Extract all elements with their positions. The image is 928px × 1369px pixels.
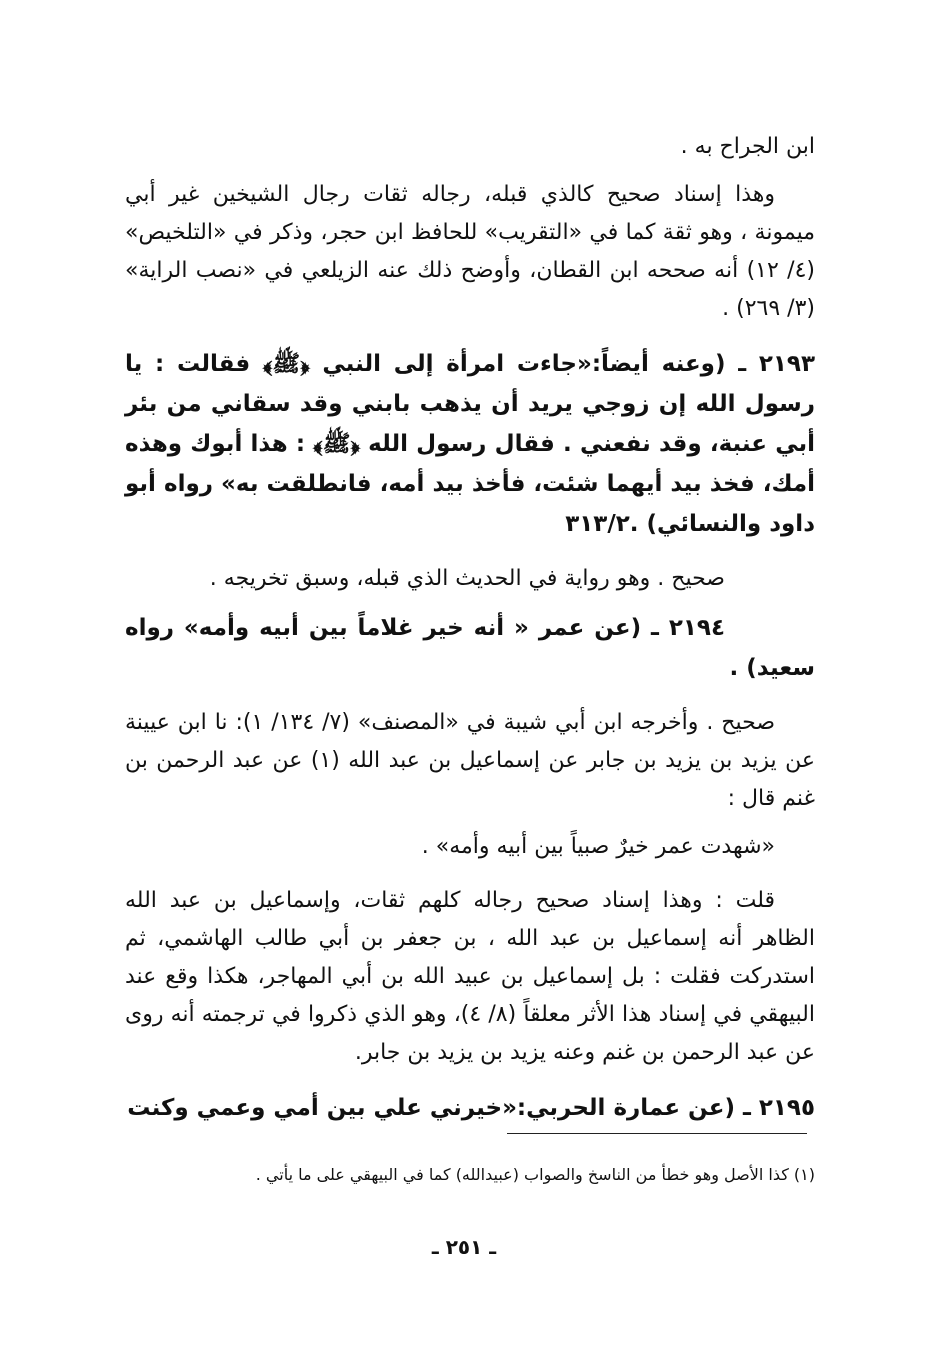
paragraph-author-note: قلت : وهذا إسناد صحيح رجاله كلهم ثقات، وإسماعيل بن عبد الله الظاهر أنه إسماعيل بن عبد الله ، بن جعفر بن أبي طالب الهاشمي، ثم استدركت فقلت : بل إسماعيل بن عبيد الله بن أبي المهاجر، هكذا وقع عند البيهقي في إسناد هذا الأثر معلقاً (٨/ ٤)، وهو الذي ذكروا في ترجمته أنه روى عن عبد الرحمن بن غنم وعنه يزيد بن يزيد بن جابر.	[125, 888, 815, 1065]
paragraph-continuation: ابن الجراح به .	[680, 134, 815, 159]
hadith-2194: ٢١٩٤ ـ (عن عمر « أنه خير غلاماً بين أبيه وأمه» رواه سعيد) .	[125, 615, 815, 681]
page-number: ـ ٢٥١ ـ	[431, 1235, 497, 1259]
paragraph-grading-2193: صحيح . وهو رواية في الحديث الذي قبله، وسبق تخريجه .	[209, 566, 725, 591]
paragraph-quote: «شهدت عمر خيرٌ صبياً بين أبيه وأمه» .	[421, 834, 775, 859]
page-body	[125, 128, 815, 1128]
hadith-2193: ٢١٩٣ ـ (وعنه أيضاً:«جاءت امرأة إلى النبي ﴿ﷺ﴾ فقالت : يا رسول الله إن زوجي يريد أن يذهب بابني وقد سقاني من بئر أبي عنبة، وقد نفعني . فقال رسول الله ﴿ﷺ﴾ : هذا أبوك وهذه أمك، فخذ بيد أيهما شئت، فأخذ بيد أمه، فانطلقت به» رواه أبو داود والنسائي) .٣١٣/٢	[125, 351, 815, 537]
footnote: (١) كذا الأصل وهو خطأ من الناسخ والصواب (عبيدالله) كما في البيهقي على ما يأتي .	[255, 1165, 815, 1184]
paragraph-grading-2194: صحيح . وأخرجه ابن أبي شيبة في «المصنف» (٧/ ١٣٤/ ١): نا ابن عيينة عن يزيد بن يزيد بن جابر عن إسماعيل بن عبد الله (١) عن عبد الرحمن بن غنم قال :	[125, 710, 815, 811]
footnote-divider	[507, 1133, 807, 1134]
hadith-2195: ٢١٩٥ ـ (عن عمارة الحربي:«خيرني علي بين أمي وعمي وكنت	[127, 1095, 815, 1121]
paragraph-isnad-commentary: وهذا إسناد صحيح كالذي قبله، رجاله ثقات رجال الشيخين غير أبي ميمونة ، وهو ثقة كما في «التقريب» للحافظ ابن حجر، وذكر في «التلخيص» (٤/ ١٢) أنه صححه ابن القطان، وأوضح ذلك عنه الزيلعي في «نصب الراية» (٣/ ٢٦٩) .	[125, 182, 815, 321]
